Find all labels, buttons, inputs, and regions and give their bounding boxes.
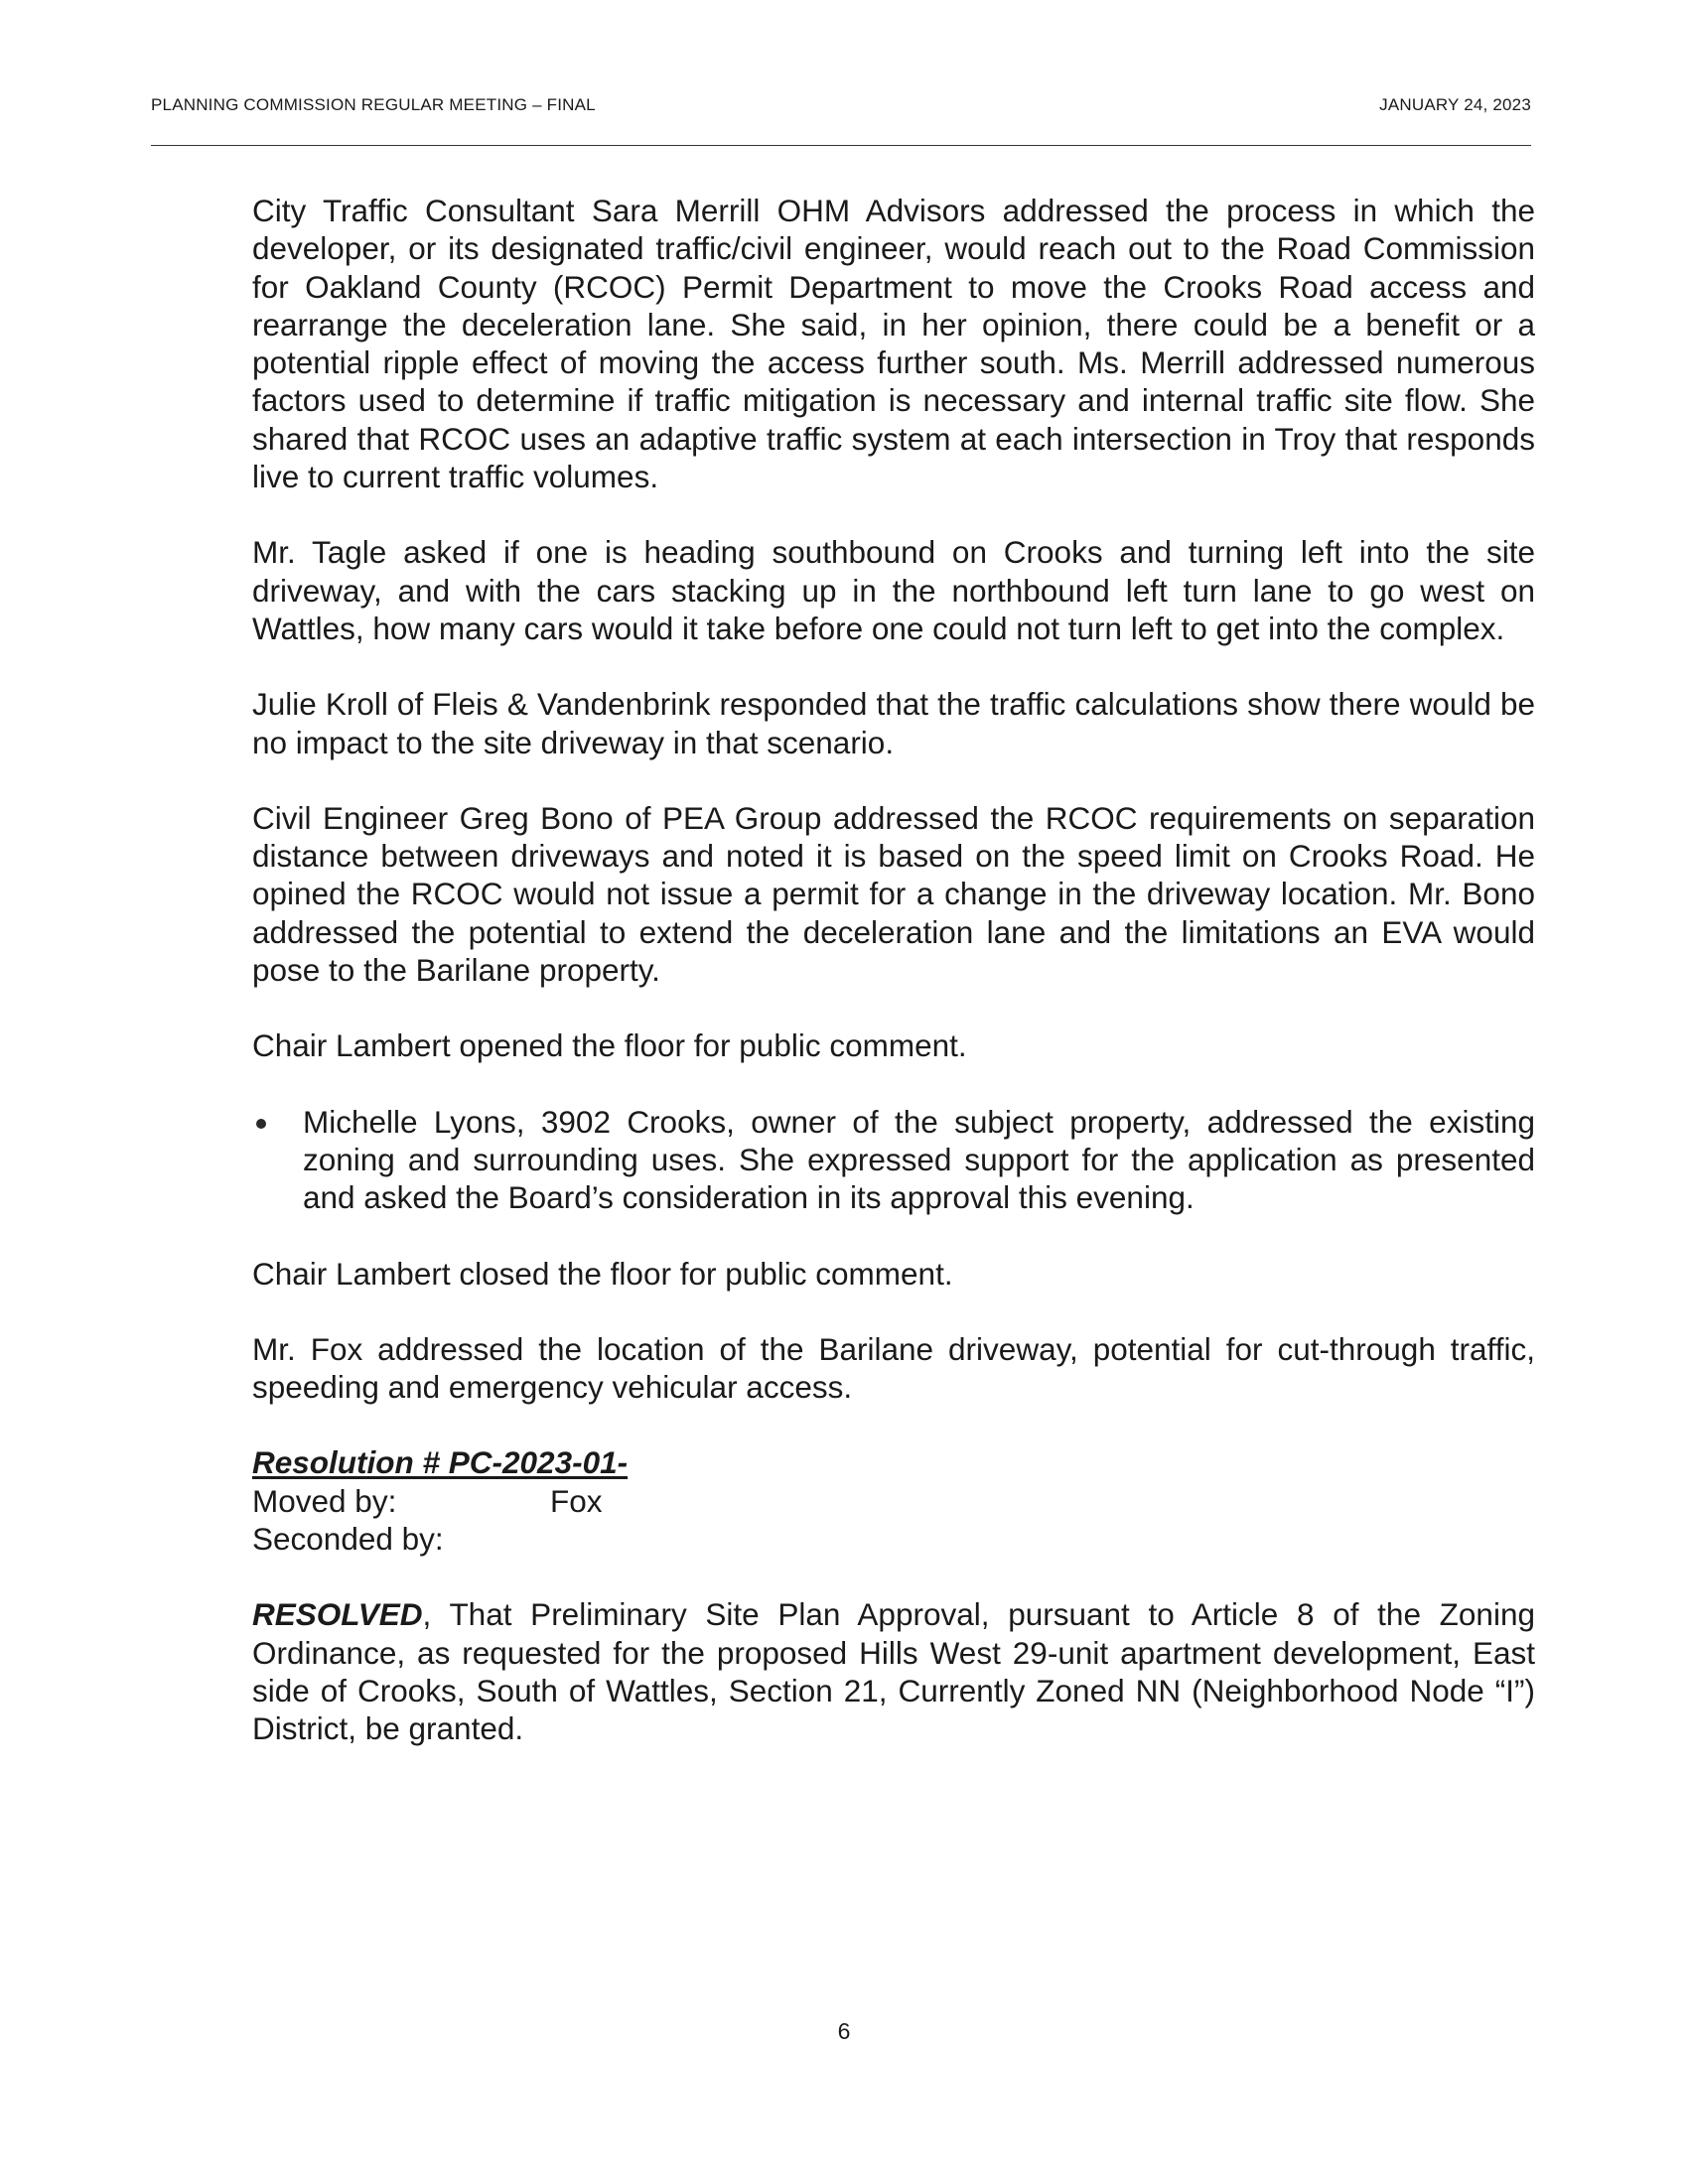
page-number: 6 [837,2018,851,2044]
resolved-paragraph [252,1595,1535,1747]
list-item [252,1103,1535,1217]
resolved-text: , That Preliminary Site Plan Approval, pursuant to Article 8 of the Zoning Ordinance, as requested for the proposed Hills West 29-unit apartment development, East side of Crooks, South of Wattles, Section 21, Currently Zoned NN (Neighborhood Node “I”) District, be granted. [252,1596,1535,1747]
minutes-body [252,192,1535,1786]
moved-by-label: Moved by: [252,1482,397,1519]
seconded-by-label: Seconded by: [252,1521,444,1558]
paragraph-fox-remarks: Mr. Fox addressed the location of the Barilane driveway, potential for cut-through traffic, speeding and emergency vehicular access. [252,1330,1535,1406]
header-divider [151,145,1531,146]
moved-by-row [252,1482,1535,1520]
paragraph-public-comment-closed: Chair Lambert closed the floor for public comment. [252,1255,953,1292]
seconded-by-row [252,1520,1535,1558]
public-comment-text: Michelle Lyons, 3902 Crooks, owner of the subject property, addressed the existing zoning and surrounding uses. She expressed support for the application as presented and asked the Board’s consideration in its approval this evening. [303,1103,1535,1216]
resolution-block [252,1443,1535,1558]
paragraph-traffic-consultant: City Traffic Consultant Sara Merrill OHM Advisors addressed the process in which the developer, or its designated traffic/civil engineer, would reach out to the Road Commission for Oakland County (RCOC) Permit Department to move the Crooks Road access and rearrange the deceleration lane. She said, in her opinion, there could be a benefit or a potential ripple effect of moving the access further south. Ms. Merrill addressed numerous factors used to determine if traffic mitigation is necessary and internal traffic site flow. She shared that RCOC uses an adaptive traffic system at each intersection in Troy that responds live to current traffic volumes. [252,193,1535,495]
paragraph-bono-remarks: Civil Engineer Greg Bono of PEA Group addressed the RCOC requirements on separation distance between driveways and noted it is based on the speed limit on Crooks Road. He opined the RCOC would not issue a permit for a change in the driveway location. Mr. Bono addressed the potential to extend the deceleration lane and the limitations an EVA would pose to the Barilane property. [252,799,1535,989]
resolution-title: Resolution # PC-2023-01- [252,1444,629,1481]
header-meeting-title: PLANNING COMMISSION REGULAR MEETING – FINAL [151,95,596,114]
bullet-icon [256,1119,266,1129]
paragraph-kroll-response: Julie Kroll of Fleis & Vandenbrink responded that the traffic calculations show there would be no impact to the site driveway in that scenario. [252,686,1535,760]
page-header [151,95,1531,117]
paragraph-public-comment-open: Chair Lambert opened the floor for public comment. [252,1027,967,1064]
resolved-keyword: RESOLVED [252,1596,423,1633]
moved-by-value: Fox [550,1482,603,1519]
header-meeting-date: JANUARY 24, 2023 [1379,95,1531,114]
paragraph-tagle-question: Mr. Tagle asked if one is heading southbound on Crooks and turning left into the site driveway, and with the cars stacking up in the northbound left turn lane to go west on Wattles, how many cars would it take before one could not turn left to get into the complex. [252,534,1535,646]
public-comment-list [252,1103,1535,1217]
